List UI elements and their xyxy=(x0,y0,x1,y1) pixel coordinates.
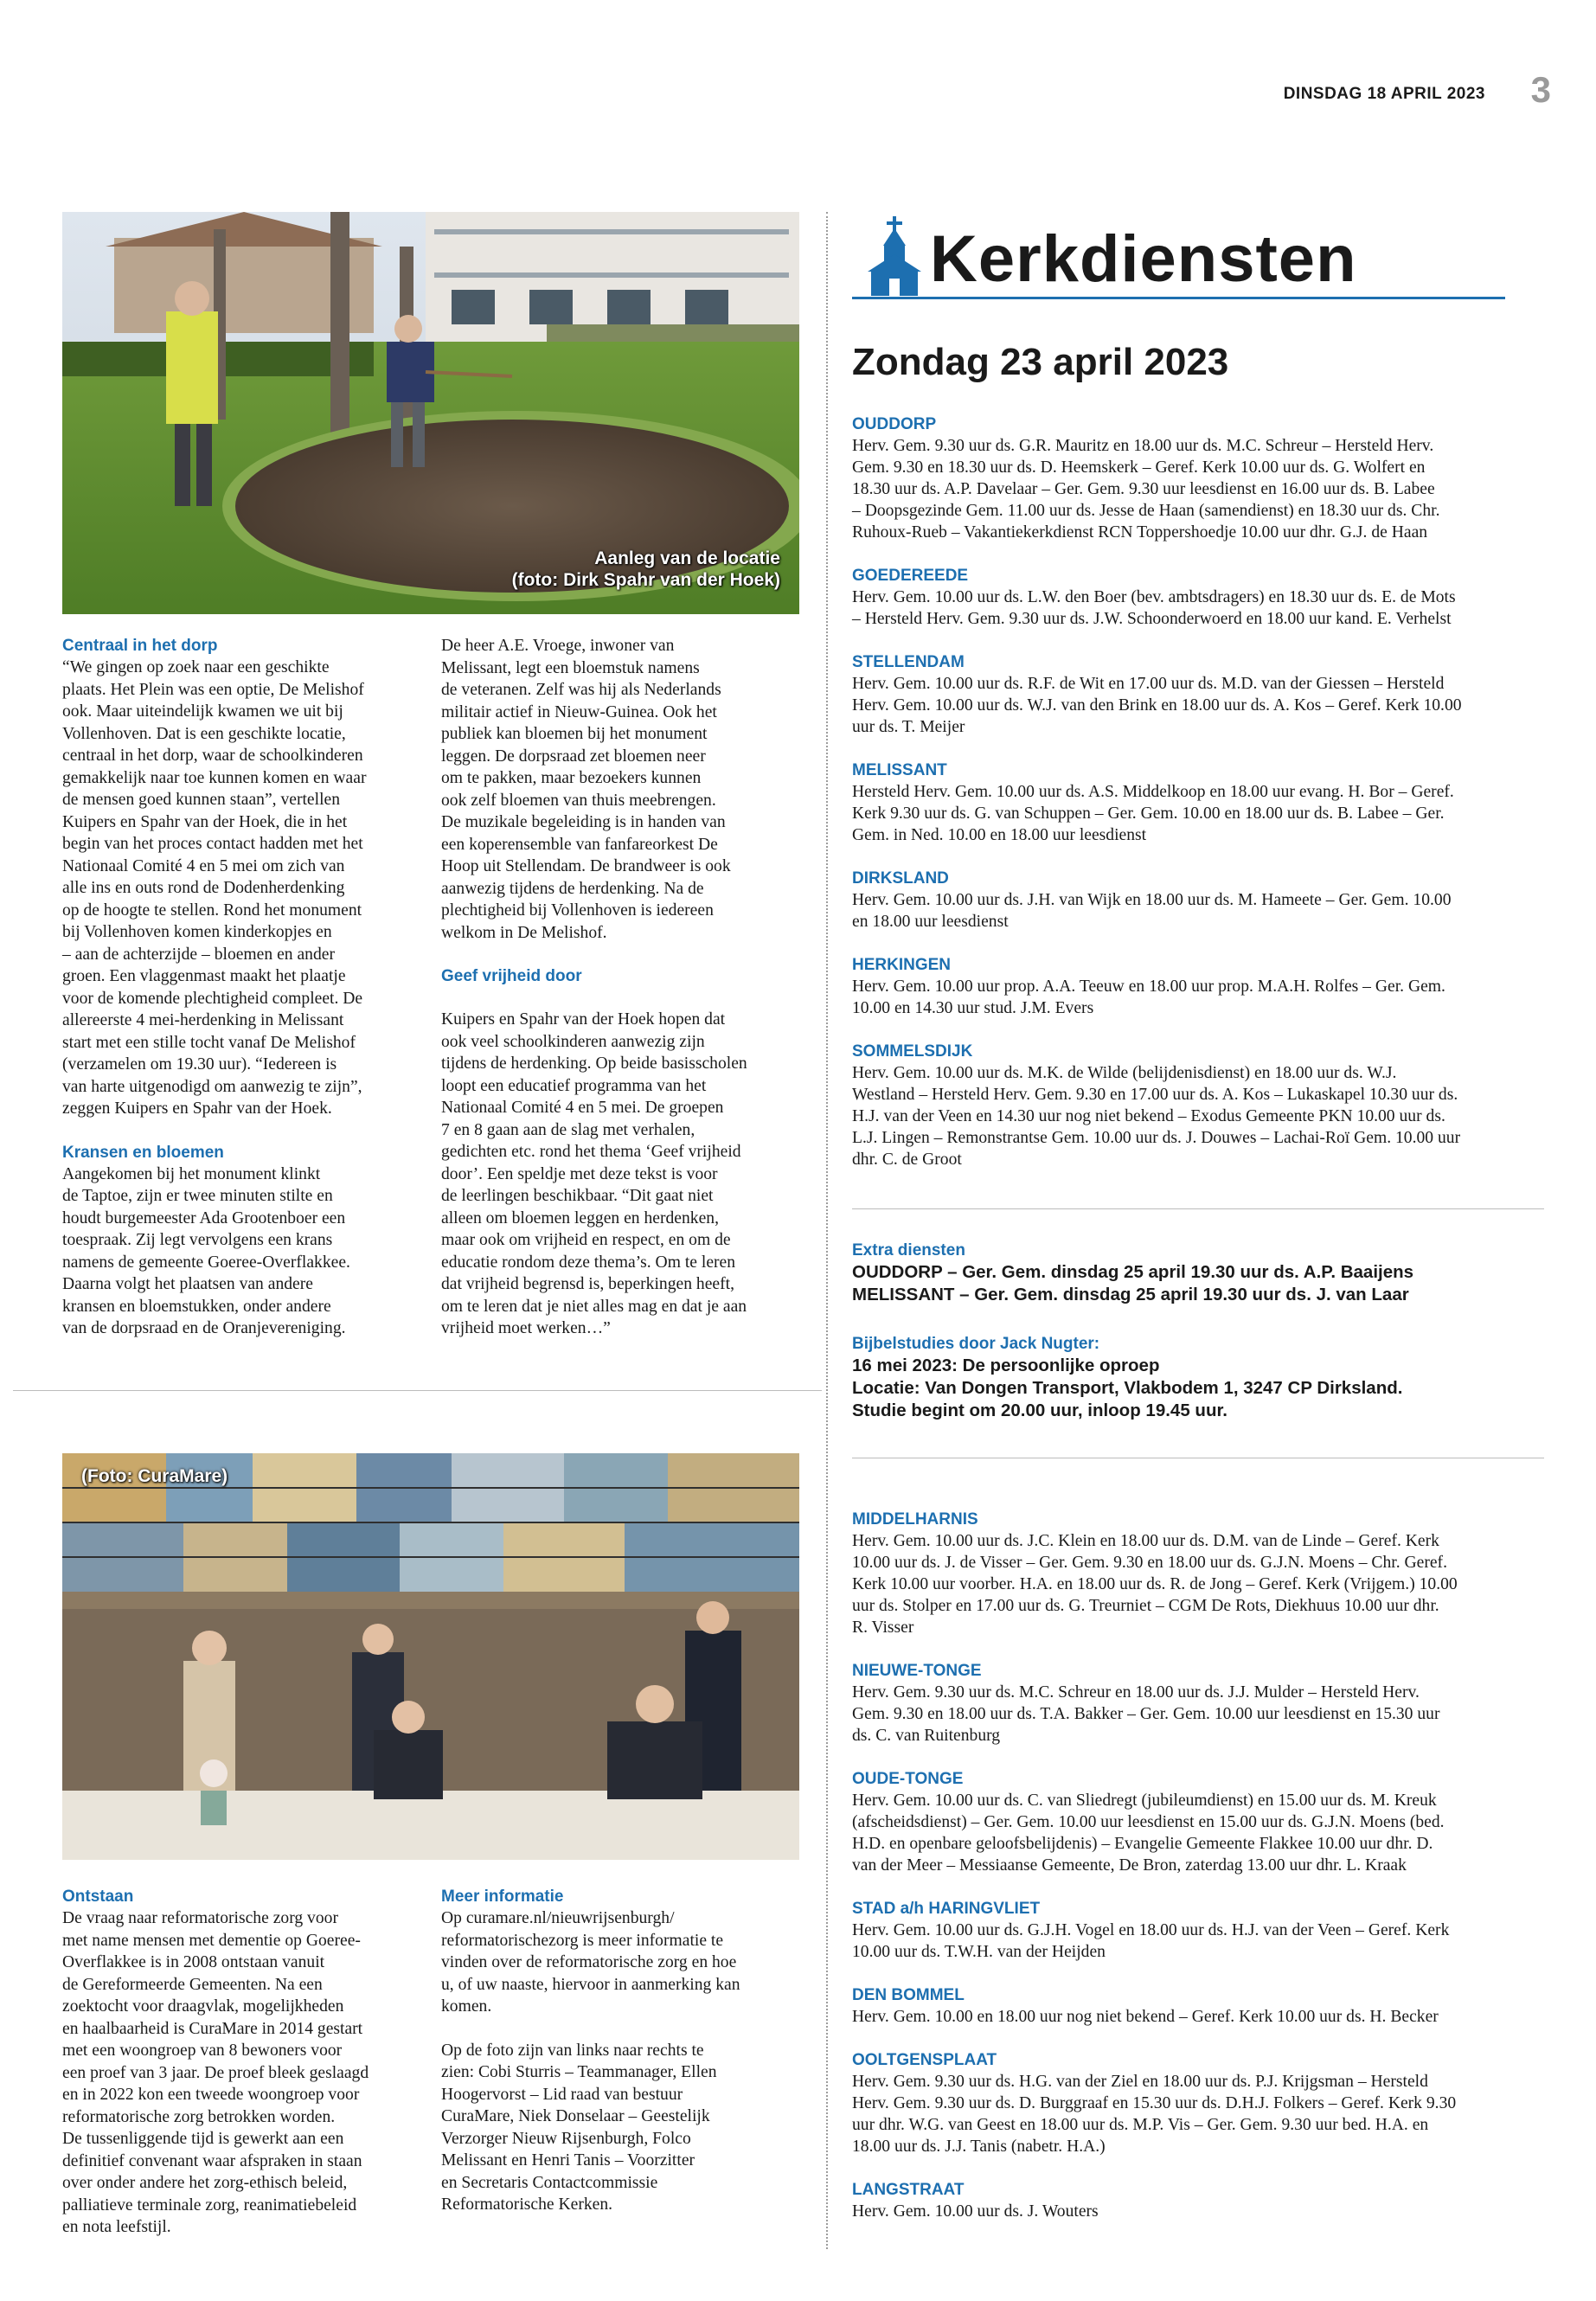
text-line: op de hoogte te stellen. Rond het monument xyxy=(62,901,362,920)
paragraph xyxy=(441,2040,800,2216)
service-line: 18.00 uur ds. J.J. Tanis (nabetr. H.A.) xyxy=(852,2138,1106,2156)
text-line: educatie rondom deze thema’s. Om te leren xyxy=(441,1253,736,1272)
text-line: centraal in het dorp, waar de schoolkinderen xyxy=(62,747,363,765)
service-line: uur dhr. W.G. van Geest en 18.00 uur ds. M.P. Vis – Ger. Gem. 9.30 uur bed. H.A. en xyxy=(852,2116,1429,2134)
text-line: namens de gemeente Goeree-Overflakkee. xyxy=(62,1253,350,1272)
text-line: Aangekomen bij het monument klinkt xyxy=(62,1164,321,1183)
paragraph-gap xyxy=(441,944,800,965)
service-line: 18.30 uur ds. A.P. Davelaar – Ger. Gem. 9.30 uur leesdienst en 16.00 uur ds. B. Labee xyxy=(852,480,1435,498)
text-line: leggen. De dorpsraad zet bloemen neer xyxy=(441,747,706,766)
extra-service-line: MELISSANT – Ger. Gem. dinsdag 25 april 19.30 uur ds. J. van Laar xyxy=(852,1285,1409,1304)
place-name: OUDE-TONGE xyxy=(852,1770,964,1788)
text-line: Hoogervorst – Lid raad van bestuur xyxy=(441,2085,683,2104)
service-line: Herv. Gem. 10.00 uur ds. J. Wouters xyxy=(852,2202,1099,2221)
bible-study-line: 16 mei 2023: De persoonlijke oproep xyxy=(852,1356,1160,1375)
paragraph xyxy=(441,1907,800,2018)
church-icon xyxy=(868,216,921,300)
text-line: vrijheid moet werken…” xyxy=(441,1319,611,1337)
text-line: en Secretaris Contactcommissie xyxy=(441,2173,658,2192)
service-line: – Doopsgezinde Gem. 11.00 uur ds. Jesse de Haan (samendienst) en 18.30 uur ds. Chr. xyxy=(852,502,1440,520)
place-name: MIDDELHARNIS xyxy=(852,1510,978,1529)
place-name: SOMMELSDIJK xyxy=(852,1042,973,1061)
text-line: allereerste 4 mei-herdenking in Melissant xyxy=(62,1011,344,1029)
service-line: Kerk 9.30 uur ds. G. van Schuppen – Ger. Gem. 10.00 en 18.00 uur ds. B. Labee – Ger. xyxy=(852,804,1445,823)
text-line: en haalbaarheid is CuraMare in 2014 gestart xyxy=(62,2019,363,2038)
place-name: GOEDEREEDE xyxy=(852,567,969,585)
subheading: Geef vrijheid door xyxy=(441,967,582,985)
article1-column1 xyxy=(62,635,413,1340)
text-line: voor de komende plechtigheid compleet. De xyxy=(62,989,363,1008)
text-line: bij Vollenhoven komen kinderkopjes en xyxy=(62,923,332,941)
text-line: door’. Een speldje met deze tekst is voor xyxy=(441,1164,718,1183)
service-line: L.J. Lingen – Remonstrantse Gem. 10.00 uur ds. J. Douwes – Lachai-Roï Gem. 10.00 uur xyxy=(852,1129,1461,1147)
section-title: Kerkdiensten xyxy=(930,222,1357,296)
paragraph-gap xyxy=(62,1120,413,1142)
extra-services-label: Extra diensten xyxy=(852,1241,965,1259)
article1-column2 xyxy=(441,635,800,1340)
text-line: en in 2022 kon een tweede woongroep voor xyxy=(62,2086,360,2104)
place-name: OUDDORP xyxy=(852,415,937,433)
service-line: Herv. Gem. 10.00 uur ds. C. van Sliedregt (jubileumdienst) en 15.00 uur ds. M. Kreuk xyxy=(852,1791,1437,1810)
text-line: Melissant, legt een bloemstuk namens xyxy=(441,658,700,677)
text-line: dat vrijheid begrensd is, beperkingen heeft, xyxy=(441,1275,734,1293)
text-line: komen. xyxy=(441,1997,492,2016)
text-line: de leerlingen beschikbaar. “Dit gaat niet xyxy=(441,1187,714,1205)
article-divider xyxy=(13,1390,822,1391)
service-block xyxy=(852,2179,1561,2222)
extra-service-line: OUDDORP – Ger. Gem. dinsdag 25 april 19.30 uur ds. A.P. Baaijens xyxy=(852,1262,1414,1282)
text-line: Kuipers en Spahr van der Hoek hopen dat xyxy=(441,1010,726,1029)
text-line: begin van het proces contact hadden met het xyxy=(62,835,363,853)
service-line: Gem. 9.30 en 18.30 uur ds. D. Heemskerk – Geref. Kerk 10.00 uur ds. G. Wolfert en xyxy=(852,458,1426,477)
place-name: LANGSTRAAT xyxy=(852,2181,965,2199)
service-line: Herv. Gem. 10.00 uur ds. G.J.H. Vogel en 18.00 uur ds. H.J. van der Veen – Geref. Kerk xyxy=(852,1921,1450,1939)
text-line: zoektocht voor draagvlak, mogelijkheden xyxy=(62,1997,344,2016)
text-line: aanwezig tijdens de herdenking. Na de xyxy=(441,879,704,898)
service-line: Hersteld Herv. Gem. 10.00 uur ds. A.S. Middelkoop en 18.00 uur evang. H. Bor – Geref. xyxy=(852,783,1454,801)
paragraph-gap xyxy=(441,987,800,1009)
service-block xyxy=(852,1984,1561,2028)
place-name: STELLENDAM xyxy=(852,653,965,671)
service-block xyxy=(852,760,1561,846)
text-line: Op de foto zijn van links naar rechts te xyxy=(441,2041,704,2060)
place-name: STAD a/h HARINGVLIET xyxy=(852,1900,1041,1918)
text-line: palliatieve terminale zorg, reanimatiebeleid xyxy=(62,2195,357,2214)
photo-caption-credit: (foto: Dirk Spahr van der Hoek) xyxy=(511,570,780,590)
service-line: Herv. Gem. 10.00 uur prop. A.A. Teeuw en 18.00 uur prop. M.A.H. Rolfes – Ger. Gem. xyxy=(852,977,1445,996)
text-line: (verzamelen om 19.30 uur). “Iedereen is xyxy=(62,1055,337,1074)
text-line: groen. Een vlaggenmast maakt het plaatje xyxy=(62,967,346,985)
services-list-sunday-continued xyxy=(852,1509,1561,2244)
service-block xyxy=(852,1768,1561,1876)
text-line: de mensen goed kunnen staan”, vertellen xyxy=(62,791,341,809)
service-line: uur ds. Stolper en 17.00 uur ds. G. Treurniet – CGM De Rots, Diekhuus 10.00 uur dhr. xyxy=(852,1597,1439,1615)
text-line: van harte uitgenodigd om aanwezig te zijn”, xyxy=(62,1077,362,1096)
subheading: Meer informatie xyxy=(441,1888,564,1906)
service-line: Herv. Gem. 10.00 uur ds. M.K. de Wilde (belijdenisdienst) en 18.00 uur ds. W.J. xyxy=(852,1064,1397,1082)
text-line: van de dorpsraad en de Oranjevereniging. xyxy=(62,1319,346,1337)
text-line: de Gereformeerde Gemeenten. Na een xyxy=(62,1975,323,1994)
service-line: Herv. Gem. 9.30 uur ds. M.C. Schreur en 18.00 uur ds. J.J. Mulder – Hersteld Herv. xyxy=(852,1683,1420,1702)
service-line: Herv. Gem. 10.00 uur ds. R.F. de Wit en 17.00 uur ds. M.D. van der Giessen – Hersteld xyxy=(852,675,1445,693)
text-line: De heer A.E. Vroege, inwoner van xyxy=(441,637,675,655)
text-line: alle ins en outs rond de Dodenherdenking xyxy=(62,879,345,897)
photo-signing-ceremony-image xyxy=(62,1453,799,1860)
sunday-date: Zondag 23 april 2023 xyxy=(852,341,1229,383)
place-name: DEN BOMMEL xyxy=(852,1986,965,2004)
text-line: u, of uw naaste, hiervoor in aanmerking kan xyxy=(441,1975,740,1994)
text-line: De muzikale begeleiding is in handen van xyxy=(441,813,726,831)
service-line: Herv. Gem. 10.00 uur ds. J.C. Klein en 18.00 uur ds. D.M. van de Linde – Geref. Kerk xyxy=(852,1532,1439,1550)
text-line: Verzorger Nieuw Rijsenburgh, Folco xyxy=(441,2129,691,2148)
service-block xyxy=(852,1660,1561,1747)
service-line: Gem. 9.30 en 18.00 uur ds. T.A. Bakker – Ger. Gem. 10.00 uur leesdienst en 15.30 uur xyxy=(852,1705,1440,1723)
text-line: om te pakken, maar bezoekers kunnen xyxy=(441,769,702,787)
text-line: over onder andere het zorg-ethisch beleid, xyxy=(62,2174,348,2192)
text-line: Kuipers en Spahr van der Hoek, die in het xyxy=(62,812,348,831)
text-line: zeggen Kuipers en Spahr van der Hoek. xyxy=(62,1099,332,1118)
service-line: Westland – Hersteld Herv. Gem. 9.30 en 17.00 uur ds. A. Kos – Lukaskapel 10.30 uur ds. xyxy=(852,1086,1458,1104)
text-line: toespraak. Zij legt vervolgens een krans xyxy=(62,1231,333,1249)
subheading: Ontstaan xyxy=(62,1888,134,1906)
service-block xyxy=(852,1041,1561,1170)
text-line: ook zelf bloemen van thuis meebrengen. xyxy=(441,791,716,810)
service-line: Herv. Gem. 10.00 en 18.00 uur nog niet bekend – Geref. Kerk 10.00 uur ds. H. Becker xyxy=(852,2008,1439,2026)
paragraph xyxy=(441,635,800,944)
text-line: De tussenliggende tijd is gewerkt aan een xyxy=(62,2130,344,2148)
services-divider-top xyxy=(852,1208,1544,1209)
service-line: Herv. Gem. 10.00 uur ds. L.W. den Boer (bev. ambtsdragers) en 18.30 uur ds. E. de Mots xyxy=(852,588,1456,606)
text-line: en nota leefstijl. xyxy=(62,2218,171,2236)
service-line: – Hersteld Herv. Gem. 9.30 uur ds. J.W. Schoonderwoerd en 18.00 uur kand. E. Verhelst xyxy=(852,610,1452,628)
service-block xyxy=(852,651,1561,738)
text-line: maar ook om vrijheid en respect, en om de xyxy=(441,1231,731,1249)
services-list-sunday xyxy=(852,413,1561,1192)
service-block xyxy=(852,413,1561,543)
text-line: Melissant en Henri Tanis – Voorzitter xyxy=(441,2151,695,2170)
text-line: ook. Maar uiteindelijk kwamen we uit bij xyxy=(62,702,343,721)
text-line: kransen en bloemstukken, onder andere xyxy=(62,1297,331,1316)
article2-column1 xyxy=(62,1886,413,2239)
paragraph xyxy=(62,1163,413,1340)
text-line: tijdens de herdenking. Op beide basisscholen xyxy=(441,1054,747,1073)
text-line: “We gingen op zoek naar een geschikte xyxy=(62,658,330,676)
service-line: Ruhoux-Rueb – Vakantiekerkdienst RCN Toppershoedje 10.00 uur dhr. G.J. de Haan xyxy=(852,523,1428,542)
service-line: Herv. Gem. 9.30 uur ds. G.R. Mauritz en 18.00 uur ds. M.C. Schreur – Hersteld Herv. xyxy=(852,437,1434,455)
text-line: met een woongroep van 8 bewoners voor xyxy=(62,2041,343,2060)
text-line: alleen om bloemen leggen en herdenken, xyxy=(441,1208,719,1227)
text-line: Reformatorische Kerken. xyxy=(441,2195,613,2214)
text-line: een proef van 3 jaar. De proef bleek geslaagd xyxy=(62,2063,369,2082)
text-line: een koperensemble van fanfareorkest De xyxy=(441,835,718,854)
text-line: reformatorischezorg is meer informatie te xyxy=(441,1931,724,1950)
text-line: ook veel schoolkinderen aanwezig zijn xyxy=(441,1032,705,1051)
text-line: gedichten etc. rond het thema ‘Geef vrijheid xyxy=(441,1143,741,1161)
service-line: ds. C. van Ruitenburg xyxy=(852,1727,1001,1745)
service-line: Gem. in Ned. 10.00 en 18.00 uur leesdienst xyxy=(852,826,1147,844)
text-line: Daarna volgt het plaatsen van andere xyxy=(62,1275,313,1293)
service-block xyxy=(852,1898,1561,1963)
place-name: OOLTGENSPLAAT xyxy=(852,2051,997,2069)
service-line: en 18.00 uur leesdienst xyxy=(852,913,1009,931)
service-line: Kerk 10.00 uur voorber. H.A. en 18.00 uur ds. R. de Jong – Geref. Kerk (Vrijgem.) 10.00 xyxy=(852,1575,1458,1593)
service-line: H.D. en openbare geloofsbelijdenis) – Evangelie Gemeente Flakkee 10.00 uur dhr. D. xyxy=(852,1835,1433,1853)
service-block xyxy=(852,868,1561,933)
text-line: met name mensen met dementie op Goeree- xyxy=(62,1931,361,1950)
bible-studies xyxy=(852,1333,1561,1422)
text-line: houdt burgemeester Ada Grootenboer een xyxy=(62,1208,346,1227)
subheading: Centraal in het dorp xyxy=(62,637,218,655)
text-line: om te leren dat je niet alles mag en dat je aan xyxy=(441,1297,747,1316)
paragraph xyxy=(441,1009,800,1340)
bible-studies-label: Bijbelstudies door Jack Nugter: xyxy=(852,1335,1100,1353)
text-line: Op curamare.nl/nieuwrijsenburgh/ xyxy=(441,1909,675,1927)
text-line: 7 en 8 gaan aan de slag met verhalen, xyxy=(441,1120,695,1139)
paragraph xyxy=(62,1907,413,2239)
service-line: van der Meer – Messiaanse Gemeente, De Bron, zaterdag 13.00 uur dhr. L. Kraak xyxy=(852,1856,1407,1875)
text-line: De vraag naar reformatorische zorg voor xyxy=(62,1909,338,1927)
text-line: plechtigheid bij Vollenhoven is iedereen xyxy=(441,901,714,920)
bible-study-line: Locatie: Van Dongen Transport, Vlakbodem 1, 3247 CP Dirksland. xyxy=(852,1378,1403,1398)
service-block xyxy=(852,954,1561,1019)
text-line: start met een stille tocht vanaf De Melishof xyxy=(62,1033,356,1052)
text-line: plaats. Het Plein was een optie, De Melishof xyxy=(62,680,364,699)
text-line: vinden over de reformatorische zorg en hoe xyxy=(441,1953,737,1971)
text-line: CuraMare, Niek Donselaar – Geestelijk xyxy=(441,2107,710,2125)
header-date: DINSDAG 18 APRIL 2023 xyxy=(1283,85,1485,103)
text-line: de veteranen. Zelf was hij als Nederlands xyxy=(441,681,721,699)
text-line: – aan de achterzijde – bloemen en ander xyxy=(62,945,335,964)
paragraph-gap xyxy=(441,2018,800,2040)
place-name: NIEUWE-TONGE xyxy=(852,1662,982,1680)
service-line: 10.00 en 14.30 uur stud. J.M. Evers xyxy=(852,999,1094,1017)
extra-services xyxy=(852,1240,1561,1306)
bible-study-line: Studie begint om 20.00 uur, inloop 19.45 uur. xyxy=(852,1400,1228,1420)
place-name: HERKINGEN xyxy=(852,956,952,974)
service-block xyxy=(852,565,1561,630)
place-name: MELISSANT xyxy=(852,761,947,779)
service-line: R. Visser xyxy=(852,1618,914,1637)
subheading: Kransen en bloemen xyxy=(62,1143,224,1162)
service-line: 10.00 uur ds. J. de Visser – Ger. Gem. 9.30 en 18.00 uur ds. G.J.N. Moens – Chr. Geref. xyxy=(852,1554,1447,1572)
place-name: DIRKSLAND xyxy=(852,869,949,888)
text-line: de Taptoe, zijn er twee minuten stilte en xyxy=(62,1187,333,1205)
section-title-underline xyxy=(852,297,1505,299)
service-line: uur ds. T. Meijer xyxy=(852,718,965,736)
service-line: (afscheidsdienst) – Ger. Gem. 10.00 uur leesdienst en 15.00 uur ds. G.J.N. Moens (bed. xyxy=(852,1813,1445,1831)
text-line: definitief convenant waar afspraken in staan xyxy=(62,2151,362,2170)
text-line: reformatorische zorg betrokken worden. xyxy=(62,2107,336,2126)
text-line: militair actief in Nieuw-Guinea. Ook het xyxy=(441,702,717,721)
text-line: gemakkelijk naar toe kunnen komen en waar xyxy=(62,768,367,787)
photo-caption-curamare: (Foto: CuraMare) xyxy=(81,1466,228,1486)
column-divider xyxy=(826,212,828,2249)
photo-signing-ceremony xyxy=(62,1453,799,1860)
service-block xyxy=(852,1509,1561,1638)
text-line: zien: Cobi Sturris – Teammanager, Ellen xyxy=(441,2063,717,2081)
article2-column2 xyxy=(441,1886,800,2216)
service-line: 10.00 uur ds. T.W.H. van der Heijden xyxy=(852,1943,1106,1961)
photo-caption-title: Aanleg van de locatie xyxy=(594,548,780,568)
service-line: Herv. Gem. 9.30 uur ds. H.G. van der Ziel en 18.00 uur ds. P.J. Krijgsman – Hersteld xyxy=(852,2073,1428,2091)
photo-monument-site xyxy=(62,212,799,614)
service-block xyxy=(852,2049,1561,2157)
text-line: Vollenhoven. Dat is een geschikte locatie, xyxy=(62,724,346,743)
paragraph xyxy=(62,657,413,1120)
service-line: Herv. Gem. 10.00 uur ds. W.J. van den Brink en 18.00 uur ds. A. Kos – Geref. Kerk 10.00 xyxy=(852,696,1462,715)
service-line: Herv. Gem. 10.00 uur ds. J.H. van Wijk en 18.00 uur ds. M. Hameete – Ger. Gem. 10.00 xyxy=(852,891,1452,909)
text-line: Nationaal Comité 4 en 5 mei. De groepen xyxy=(441,1099,724,1117)
page-number: 3 xyxy=(1530,69,1551,110)
text-line: Overflakkee is in 2008 ontstaan vanuit xyxy=(62,1953,325,1971)
service-line: dhr. C. de Groot xyxy=(852,1150,962,1169)
text-line: Hoop uit Stellendam. De brandweer is ook xyxy=(441,857,731,875)
service-line: Herv. Gem. 9.30 uur ds. D. Burggraaf en 15.30 uur ds. D.H.J. Folkers – Geref. Kerk 9.30 xyxy=(852,2094,1457,2112)
text-line: Nationaal Comité 4 en 5 mei om zich van xyxy=(62,856,345,875)
text-line: welkom in De Melishof. xyxy=(441,923,607,942)
service-line: H.J. van der Veen en 14.30 uur nog niet bekend – Exodus Gemeente PKN 10.00 uur ds. xyxy=(852,1107,1445,1125)
text-line: publiek kan bloemen bij het monument xyxy=(441,725,708,743)
text-line: loopt een educatief programma van het xyxy=(441,1076,707,1095)
